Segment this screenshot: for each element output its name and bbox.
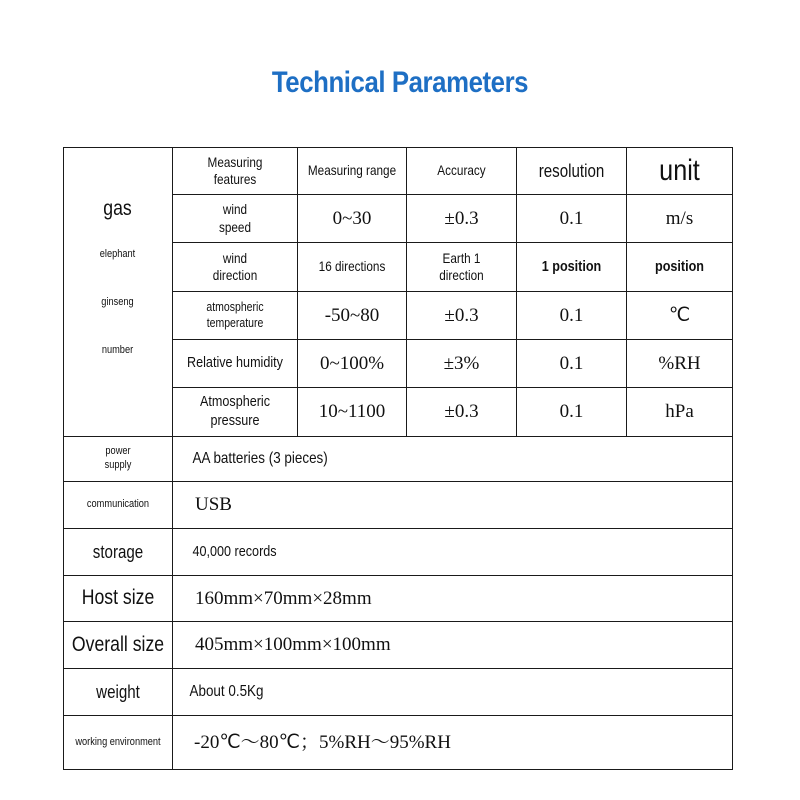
spec-value-working-environment: -20℃～80℃；5%RH～95%RH: [194, 731, 451, 753]
spec-value-overall-size: 405mm×100mm×100mm: [195, 634, 391, 656]
feature-relative-humidity: Relative humidity: [187, 354, 283, 372]
accuracy-value: ±0.3: [444, 401, 479, 423]
spec-label-host-size: Host size: [81, 586, 155, 610]
feature-atmospheric-temperature: atmospheric temperature: [206, 299, 264, 330]
feature-atmospheric-pressure: Atmospheric pressure: [199, 393, 271, 429]
resolution-value: 0.1: [559, 352, 584, 374]
rule: [63, 147, 733, 148]
rule: [732, 147, 733, 770]
unit-value: hPa: [665, 401, 694, 423]
side-label-elephant: elephant: [99, 248, 136, 261]
range-value: -50~80: [324, 304, 380, 326]
range-value: 0~100%: [319, 352, 385, 374]
accuracy-value: ±3%: [443, 352, 480, 374]
resolution-value: 0.1: [559, 304, 584, 326]
unit-value: ℃: [668, 304, 691, 326]
header-unit: unit: [659, 154, 700, 188]
unit-value: m/s: [665, 207, 694, 229]
spec-label-working-environment: working environment: [75, 735, 161, 748]
feature-wind-direction: wind direction: [212, 249, 258, 283]
side-label-gas: gas: [103, 196, 132, 220]
header-range: Measuring range: [307, 162, 397, 179]
feature-wind-speed: wind speed: [218, 201, 252, 235]
rule: [63, 769, 733, 770]
spec-label-storage: storage: [92, 541, 144, 562]
side-label-number: number: [101, 344, 134, 357]
accuracy-value: ±0.3: [444, 207, 479, 229]
spec-value-communication: USB: [195, 494, 232, 516]
spec-label-overall-size: Overall size: [71, 632, 165, 656]
spec-label-power-supply: power supply: [104, 445, 132, 471]
side-label-ginseng: ginseng: [101, 296, 134, 309]
unit-value: %RH: [658, 352, 701, 374]
accuracy-value: ±0.3: [444, 304, 479, 326]
spec-value-storage: 40,000 records: [192, 542, 277, 560]
spec-label-communication: communication: [86, 498, 150, 511]
resolution-value: 0.1: [559, 401, 584, 423]
header-resolution: resolution: [538, 160, 605, 181]
unit-value: position: [654, 257, 704, 275]
header-accuracy: Accuracy: [437, 162, 486, 179]
range-value: 16 directions: [318, 258, 386, 275]
spec-value-host-size: 160mm×70mm×28mm: [195, 587, 372, 609]
header-features: Measuring features: [207, 153, 263, 187]
page-title: Technical Parameters: [271, 66, 529, 99]
rule: [172, 147, 173, 770]
range-value: 10~1100: [318, 401, 386, 423]
spec-value-weight: About 0.5Kg: [189, 683, 264, 700]
spec-value-power-supply: AA batteries (3 pieces): [192, 450, 328, 467]
parameters-table: [63, 147, 733, 770]
accuracy-value: Earth 1 direction: [439, 249, 484, 283]
resolution-value: 0.1: [559, 207, 584, 229]
range-value: 0~30: [332, 207, 372, 229]
rule: [63, 147, 64, 770]
spec-label-weight: weight: [96, 681, 140, 702]
resolution-value: 1 position: [541, 257, 602, 275]
